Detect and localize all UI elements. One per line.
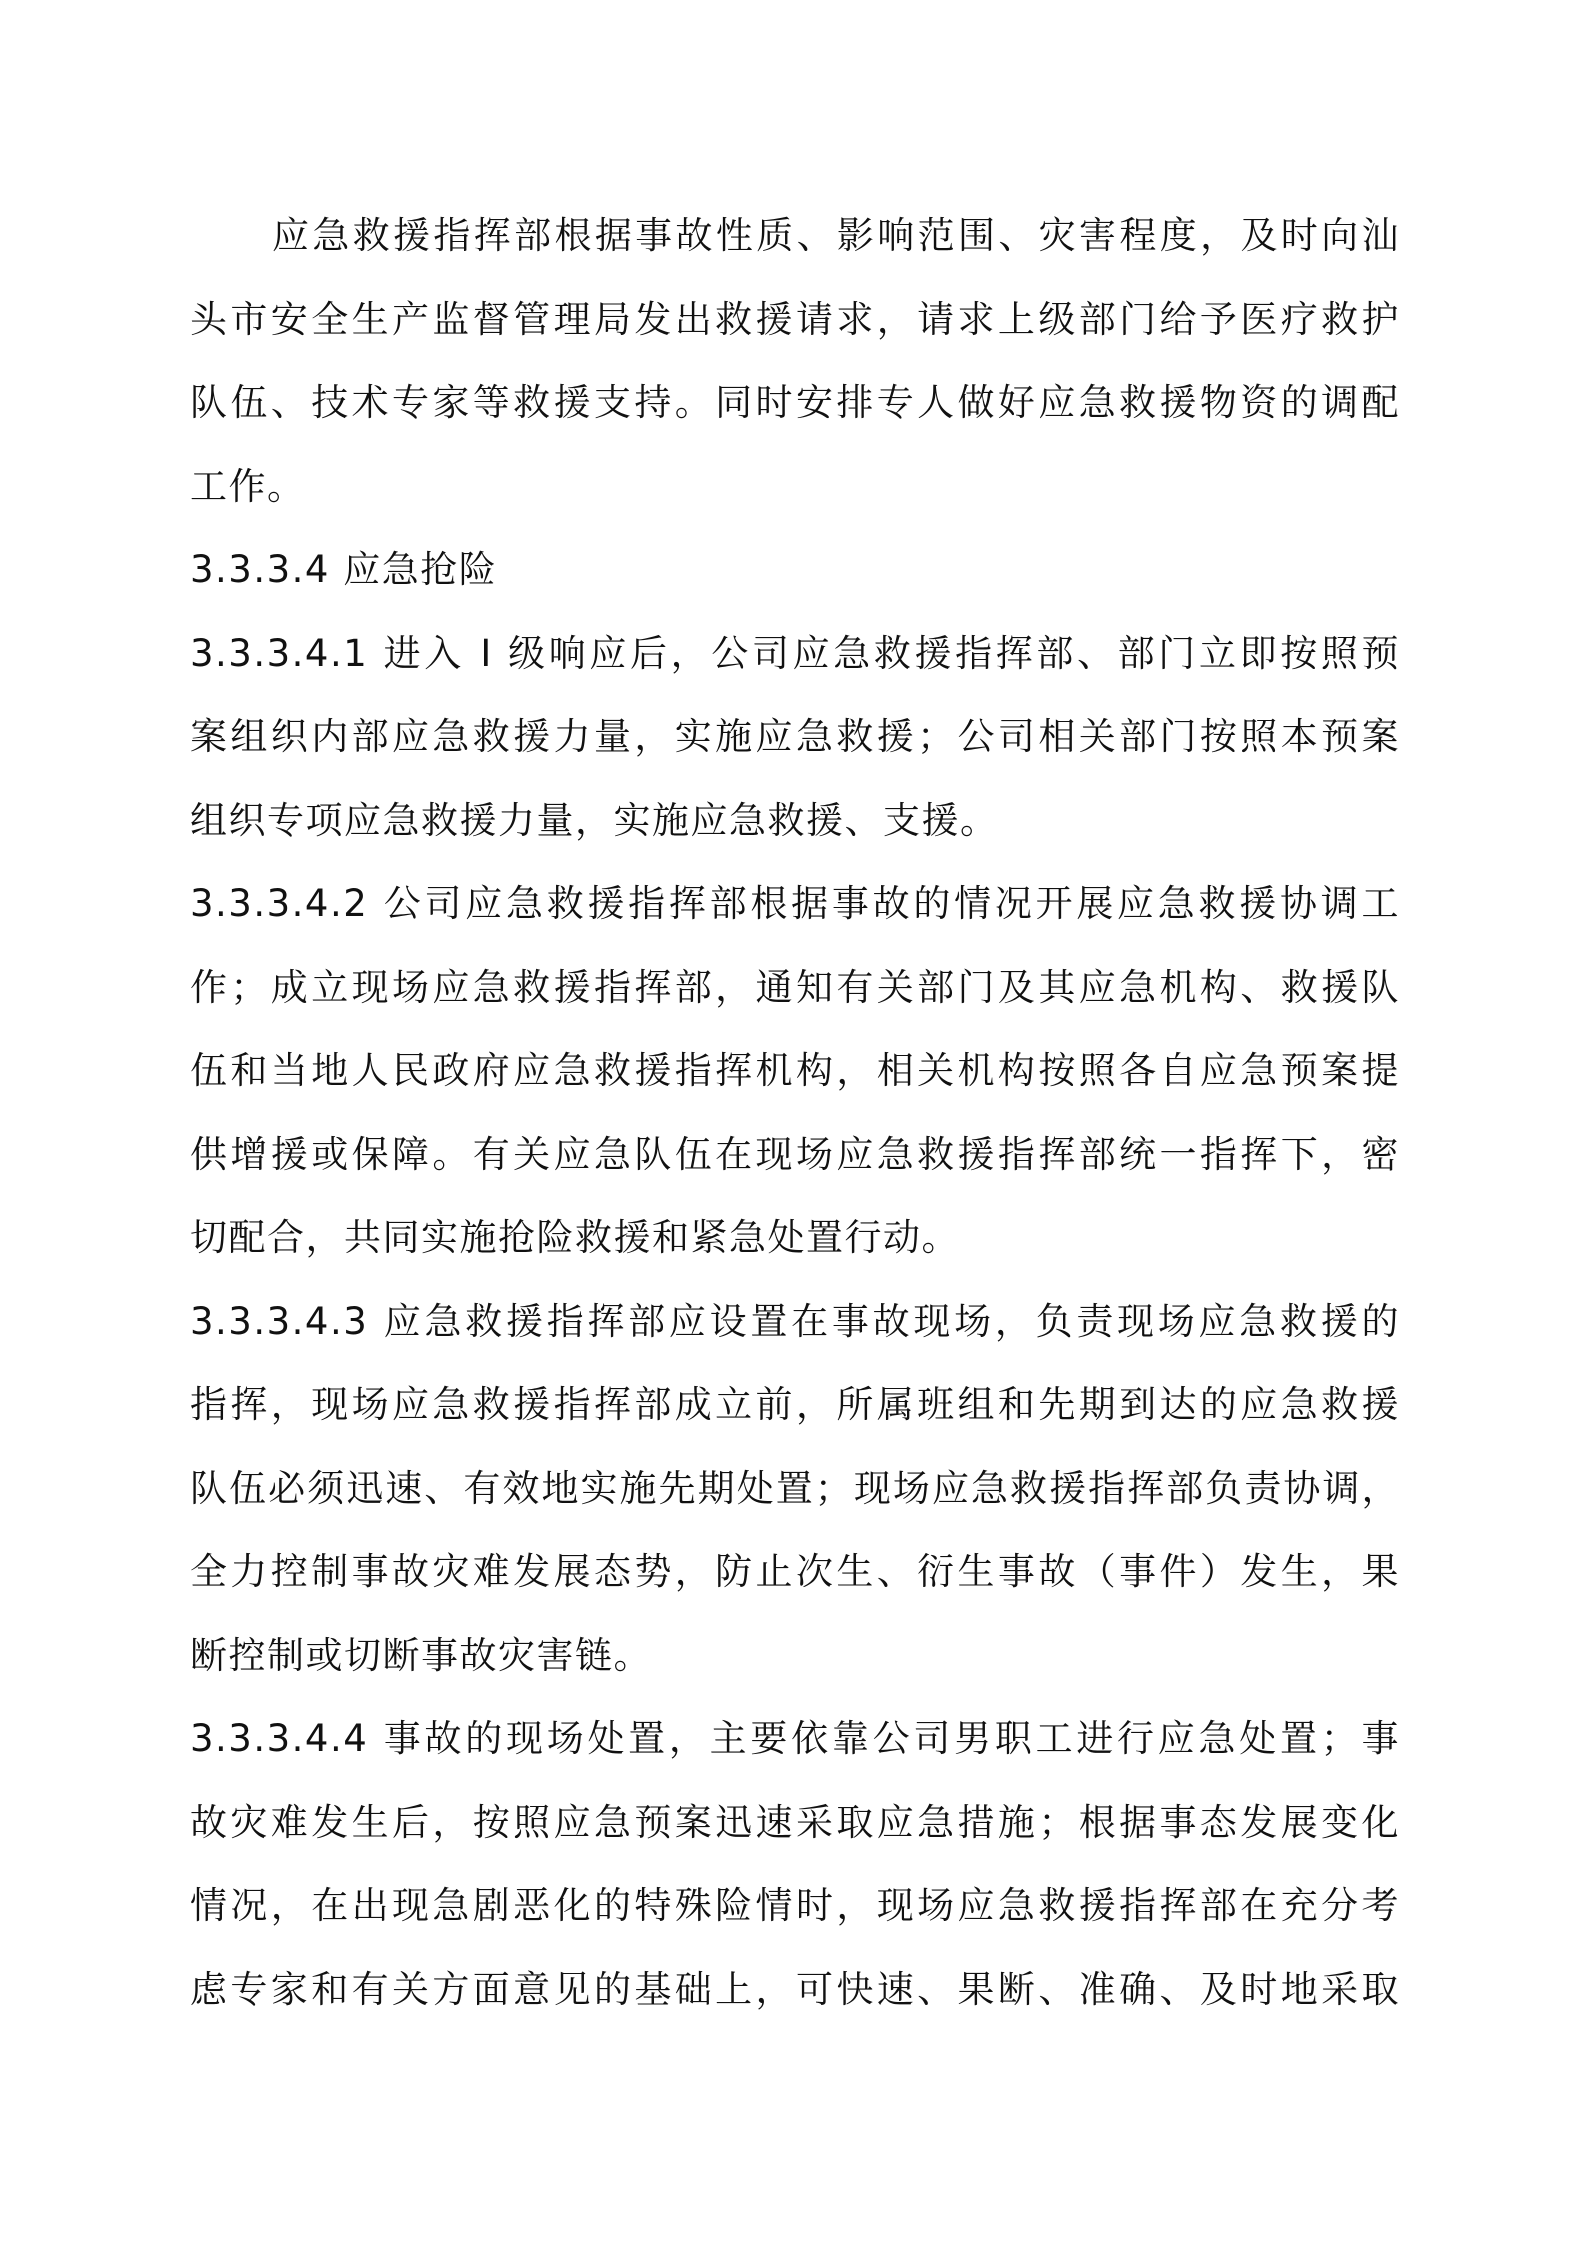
paragraph-line: 3.3.3.4.3 应急救援指挥部应设置在事故现场，负责现场应急救援的: [190, 1299, 1400, 1343]
paragraph-line: 工作。: [190, 464, 306, 508]
paragraph-line: 指挥，现场应急救援指挥部成立前，所属班组和先期到达的应急救援: [190, 1383, 1400, 1426]
paragraph-line: 全力控制事故灾难发展态势，防止次生、衍生事故（事件）发生，果: [190, 1550, 1400, 1593]
paragraph-line: 作；成立现场应急救援指挥部，通知有关部门及其应急机构、救援队: [190, 965, 1400, 1009]
paragraph-line: 3.3.3.4.4 事故的现场处置，主要依靠公司男职工进行应急处置；事: [190, 1717, 1400, 1760]
paragraph-line: 伍和当地人民政府应急救援指挥机构，相关机构按照各自应急预案提: [190, 1049, 1400, 1092]
paragraph-line: 故灾难发生后，按照应急预案迅速采取应急措施；根据事态发展变化: [190, 1800, 1400, 1844]
paragraph-line: 断控制或切断事故灾害链。: [190, 1633, 652, 1677]
paragraph-line: 队伍必须迅速、有效地实施先期处置；现场应急救援指挥部负责协调，: [190, 1466, 1400, 1510]
paragraph-line: 应急救援指挥部根据事故性质、影响范围、灾害程度，及时向汕: [272, 214, 1400, 257]
paragraph-line: 切配合，共同实施抢险救援和紧急处置行动。: [190, 1216, 960, 1259]
paragraph-line: 3.3.3.4.1 进入 I 级响应后，公司应急救援指挥部、部门立即按照预: [190, 631, 1400, 675]
paragraph-line: 组织专项应急救援力量，实施应急救援、支援。: [190, 798, 999, 842]
paragraph-line: 队伍、技术专家等救援支持。同时安排专人做好应急救援物资的调配: [190, 381, 1400, 424]
paragraph-line: 虑专家和有关方面意见的基础上，可快速、果断、准确、及时地采取: [190, 1967, 1400, 2011]
paragraph-line: 3.3.3.4.2 公司应急救援指挥部根据事故的情况开展应急救援协调工: [190, 882, 1400, 925]
paragraph-line: 供增援或保障。有关应急队伍在现场应急救援指挥部统一指挥下，密: [190, 1132, 1400, 1176]
section-heading: 3.3.3.4 应急抢险: [190, 548, 498, 591]
document-body: [190, 205, 1400, 2042]
paragraph-line: 头市安全生产监督管理局发出救援请求，请求上级部门给予医疗救护: [190, 297, 1400, 341]
paragraph-line: 情况，在出现急剧恶化的特殊险情时，现场应急救援指挥部在充分考: [190, 1884, 1400, 1927]
paragraph-line: 案组织内部应急救援力量，实施应急救援；公司相关部门按照本预案: [190, 715, 1400, 758]
